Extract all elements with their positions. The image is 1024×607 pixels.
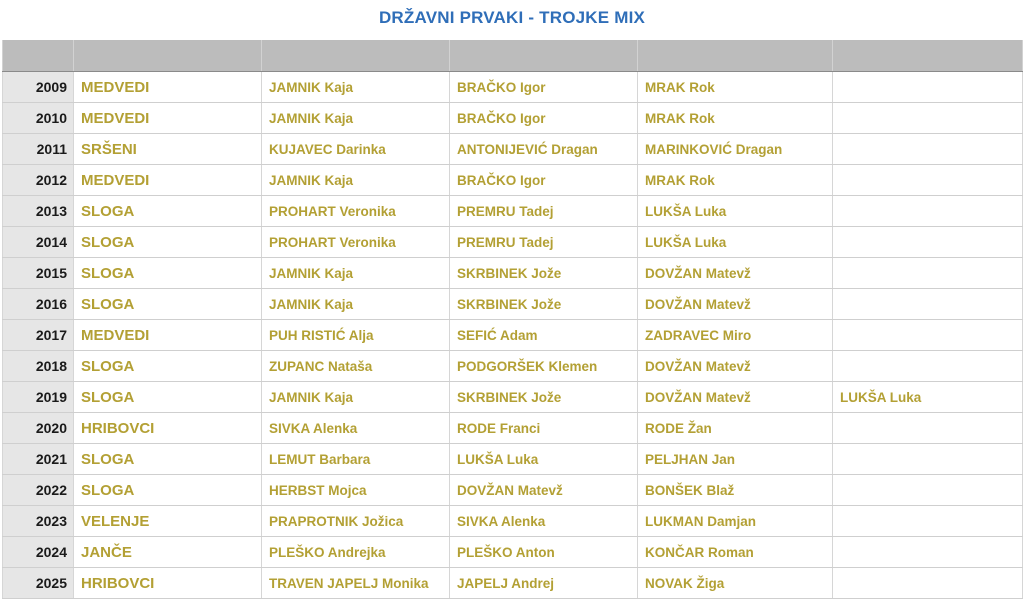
player-4-cell — [833, 506, 1023, 537]
player-2-cell: LUKŠA Luka — [450, 444, 638, 475]
table-row — [3, 103, 1023, 134]
year-cell: 2019 — [3, 382, 74, 413]
player-3-cell: MRAK Rok — [638, 165, 833, 196]
club-cell: MEDVEDI — [74, 72, 262, 103]
player-3-cell: DOVŽAN Matevž — [638, 351, 833, 382]
player-4-cell: LUKŠA Luka — [833, 382, 1023, 413]
player-3-cell: MARINKOVIĆ Dragan — [638, 134, 833, 165]
year-cell: 2021 — [3, 444, 74, 475]
player-4-cell — [833, 537, 1023, 568]
header-cell-player-1 — [262, 40, 450, 72]
player-3-cell: DOVŽAN Matevž — [638, 382, 833, 413]
player-1-cell: PLEŠKO Andrejka — [262, 537, 450, 568]
player-1-cell: PRAPROTNIK Jožica — [262, 506, 450, 537]
player-4-cell — [833, 196, 1023, 227]
player-4-cell — [833, 413, 1023, 444]
player-2-cell: BRAČKO Igor — [450, 72, 638, 103]
year-cell: 2018 — [3, 351, 74, 382]
year-cell: 2010 — [3, 103, 74, 134]
club-cell: SLOGA — [74, 289, 262, 320]
player-1-cell: TRAVEN JAPELJ Monika — [262, 568, 450, 599]
year-cell: 2025 — [3, 568, 74, 599]
table-row — [3, 165, 1023, 196]
club-cell: SRŠENI — [74, 134, 262, 165]
player-3-cell: DOVŽAN Matevž — [638, 258, 833, 289]
header-row — [3, 40, 1023, 72]
player-1-cell: JAMNIK Kaja — [262, 289, 450, 320]
player-2-cell: SKRBINEK Jože — [450, 258, 638, 289]
year-cell: 2017 — [3, 320, 74, 351]
year-cell: 2015 — [3, 258, 74, 289]
player-4-cell — [833, 72, 1023, 103]
table-row — [3, 196, 1023, 227]
player-1-cell: PROHART Veronika — [262, 227, 450, 258]
year-cell: 2016 — [3, 289, 74, 320]
year-cell: 2013 — [3, 196, 74, 227]
table-row — [3, 258, 1023, 289]
player-3-cell: KONČAR Roman — [638, 537, 833, 568]
player-1-cell: JAMNIK Kaja — [262, 72, 450, 103]
player-1-cell: JAMNIK Kaja — [262, 165, 450, 196]
club-cell: HRIBOVCI — [74, 413, 262, 444]
club-cell: SLOGA — [74, 444, 262, 475]
club-cell: SLOGA — [74, 227, 262, 258]
club-cell: MEDVEDI — [74, 320, 262, 351]
table-row — [3, 351, 1023, 382]
table-body — [3, 72, 1023, 599]
club-cell: SLOGA — [74, 351, 262, 382]
player-4-cell — [833, 320, 1023, 351]
year-cell: 2020 — [3, 413, 74, 444]
player-2-cell: ANTONIJEVIĆ Dragan — [450, 134, 638, 165]
table-row — [3, 506, 1023, 537]
club-cell: SLOGA — [74, 196, 262, 227]
header-cell-club — [74, 40, 262, 72]
player-4-cell — [833, 258, 1023, 289]
player-1-cell: PROHART Veronika — [262, 196, 450, 227]
player-3-cell: NOVAK Žiga — [638, 568, 833, 599]
year-cell: 2009 — [3, 72, 74, 103]
player-1-cell: LEMUT Barbara — [262, 444, 450, 475]
player-2-cell: SKRBINEK Jože — [450, 382, 638, 413]
header-cell-player-3 — [638, 40, 833, 72]
player-2-cell: SIVKA Alenka — [450, 506, 638, 537]
player-1-cell: JAMNIK Kaja — [262, 103, 450, 134]
player-3-cell: DOVŽAN Matevž — [638, 289, 833, 320]
club-cell: SLOGA — [74, 258, 262, 289]
player-4-cell — [833, 165, 1023, 196]
header-cell-player-2 — [450, 40, 638, 72]
table-row — [3, 568, 1023, 599]
club-cell: VELENJE — [74, 506, 262, 537]
year-cell: 2023 — [3, 506, 74, 537]
player-1-cell: HERBST Mojca — [262, 475, 450, 506]
player-3-cell: LUKŠA Luka — [638, 227, 833, 258]
player-3-cell: RODE Žan — [638, 413, 833, 444]
player-1-cell: KUJAVEC Darinka — [262, 134, 450, 165]
player-3-cell: MRAK Rok — [638, 103, 833, 134]
player-2-cell: JAPELJ Andrej — [450, 568, 638, 599]
club-cell: JANČE — [74, 537, 262, 568]
player-2-cell: PODGORŠEK Klemen — [450, 351, 638, 382]
table-header — [3, 40, 1023, 72]
player-1-cell: JAMNIK Kaja — [262, 382, 450, 413]
player-2-cell: BRAČKO Igor — [450, 165, 638, 196]
year-cell: 2012 — [3, 165, 74, 196]
player-3-cell: LUKMAN Damjan — [638, 506, 833, 537]
player-4-cell — [833, 103, 1023, 134]
table-row — [3, 382, 1023, 413]
club-cell: SLOGA — [74, 475, 262, 506]
player-4-cell — [833, 568, 1023, 599]
player-4-cell — [833, 475, 1023, 506]
player-2-cell: DOVŽAN Matevž — [450, 475, 638, 506]
player-4-cell — [833, 351, 1023, 382]
year-cell: 2011 — [3, 134, 74, 165]
player-3-cell: LUKŠA Luka — [638, 196, 833, 227]
player-2-cell: SEFIĆ Adam — [450, 320, 638, 351]
player-3-cell: ZADRAVEC Miro — [638, 320, 833, 351]
table-row — [3, 537, 1023, 568]
table-row — [3, 413, 1023, 444]
club-cell: MEDVEDI — [74, 103, 262, 134]
table-row — [3, 134, 1023, 165]
player-2-cell: PREMRU Tadej — [450, 196, 638, 227]
club-cell: MEDVEDI — [74, 165, 262, 196]
year-cell: 2022 — [3, 475, 74, 506]
header-cell-year — [3, 40, 74, 72]
player-2-cell: SKRBINEK Jože — [450, 289, 638, 320]
club-cell: HRIBOVCI — [74, 568, 262, 599]
player-2-cell: PREMRU Tadej — [450, 227, 638, 258]
club-cell: SLOGA — [74, 382, 262, 413]
year-cell: 2024 — [3, 537, 74, 568]
player-2-cell: PLEŠKO Anton — [450, 537, 638, 568]
player-2-cell: RODE Franci — [450, 413, 638, 444]
year-cell: 2014 — [3, 227, 74, 258]
player-2-cell: BRAČKO Igor — [450, 103, 638, 134]
table-row — [3, 289, 1023, 320]
player-3-cell: BONŠEK Blaž — [638, 475, 833, 506]
player-1-cell: ZUPANC Nataša — [262, 351, 450, 382]
table-row — [3, 227, 1023, 258]
player-4-cell — [833, 289, 1023, 320]
player-1-cell: JAMNIK Kaja — [262, 258, 450, 289]
player-3-cell: MRAK Rok — [638, 72, 833, 103]
player-1-cell: SIVKA Alenka — [262, 413, 450, 444]
table-row — [3, 320, 1023, 351]
champions-table — [2, 40, 1023, 599]
player-4-cell — [833, 444, 1023, 475]
table-row — [3, 475, 1023, 506]
table-row — [3, 72, 1023, 103]
player-3-cell: PELJHAN Jan — [638, 444, 833, 475]
player-4-cell — [833, 227, 1023, 258]
page-title: DRŽAVNI PRVAKI - TROJKE MIX — [378, 8, 646, 27]
header-cell-player-4 — [833, 40, 1023, 72]
player-4-cell — [833, 134, 1023, 165]
player-1-cell: PUH RISTIĆ Alja — [262, 320, 450, 351]
table-row — [3, 444, 1023, 475]
